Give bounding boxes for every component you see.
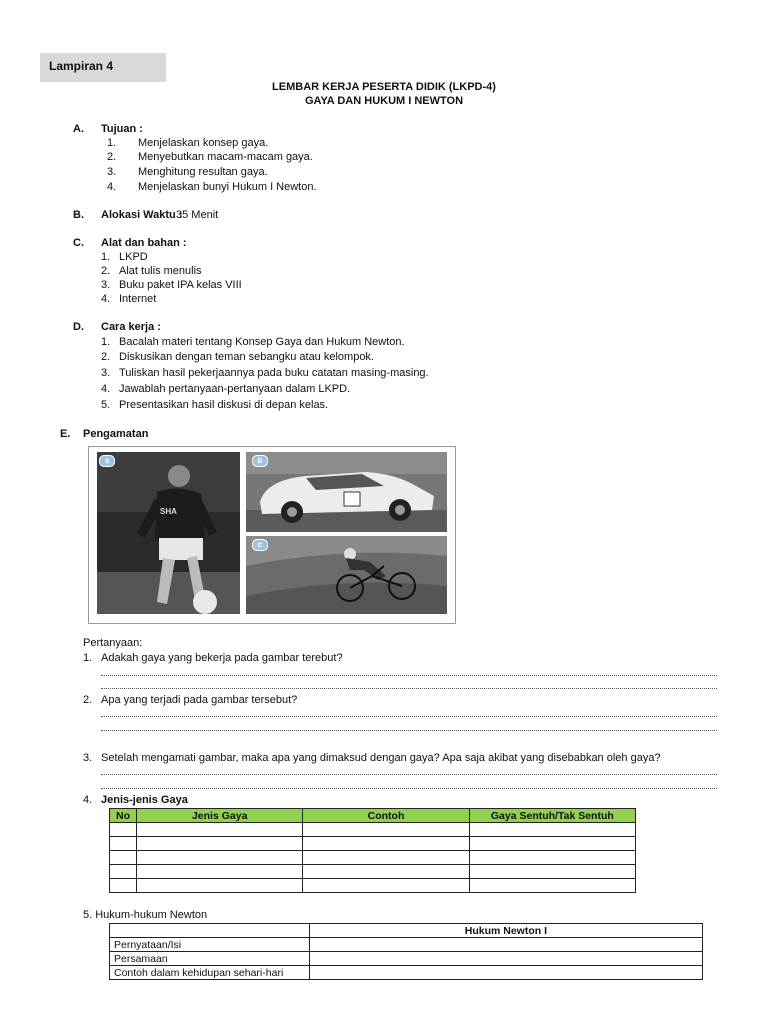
table-cell[interactable] [303, 865, 469, 879]
section-a-item-2: Menyebutkan macam-macam gaya. [138, 151, 313, 163]
table-cell[interactable] [137, 865, 303, 879]
section-c-title: Alat dan bahan : [101, 237, 187, 249]
table-cell[interactable] [137, 879, 303, 893]
table-cell[interactable] [309, 938, 702, 952]
table-cell[interactable] [110, 823, 137, 837]
col-header-contoh: Contoh [303, 809, 469, 823]
section-a-num-1: 1. [107, 137, 117, 149]
table-cell[interactable] [110, 837, 137, 851]
table-cell[interactable] [303, 851, 469, 865]
question-3-text: Setelah mengamati gambar, maka apa yang dimaksud dengan gaya? Apa saja akibat yang disebabkan oleh gaya? [101, 752, 661, 764]
section-c-num-2: 2. [101, 265, 111, 277]
section-d-num-3: 3. [101, 367, 111, 379]
question-4-text: Jenis-jenis Gaya [101, 794, 188, 806]
table-cell[interactable] [110, 865, 137, 879]
answer-line [101, 730, 717, 731]
section-d-num-1: 1. [101, 336, 111, 348]
table-cell[interactable] [469, 879, 635, 893]
section-c-num-4: 4. [101, 293, 111, 305]
table-row [110, 865, 636, 879]
shirt-sponsor-text: SHA [160, 507, 177, 516]
table-row [110, 966, 703, 980]
table-cell[interactable] [309, 966, 702, 980]
section-d-item-4: Jawablah pertanyaan-pertanyaan dalam LKPD. [119, 383, 351, 395]
section-c-letter: C. [73, 237, 84, 249]
table-row [110, 837, 636, 851]
section-a-num-4: 4. [107, 181, 117, 193]
col-header-gaya-sentuh: Gaya Sentuh/Tak Sentuh [469, 809, 635, 823]
document-title: LEMBAR KERJA PESERTA DIDIK (LKPD-4) [272, 81, 496, 93]
force-types-table [109, 808, 636, 893]
photo-football-player [97, 452, 240, 614]
question-2-text: Apa yang terjadi pada gambar tersebut? [101, 694, 298, 706]
table-cell[interactable] [110, 879, 137, 893]
table-header-row [110, 809, 636, 823]
section-a-num-2: 2. [107, 151, 117, 163]
table-row [110, 938, 703, 952]
section-e-title: Pengamatan [83, 428, 149, 440]
section-a-num-3: 3. [107, 166, 117, 178]
answer-line [101, 788, 717, 789]
row-label-persamaan: Persamaan [110, 952, 310, 966]
section-d-item-1: Bacalah materi tentang Konsep Gaya dan Hukum Newton. [119, 336, 405, 348]
section-d-item-5: Presentasikan hasil diskusi di depan kelas. [119, 399, 329, 411]
questions-heading: Pertanyaan: [83, 637, 143, 649]
section-d-letter: D. [73, 321, 84, 333]
answer-line [101, 774, 717, 775]
section-e-letter: E. [60, 428, 71, 440]
col-header-hukum-newton-1: Hukum Newton I [309, 924, 702, 938]
table-row [110, 952, 703, 966]
section-c-item-3: Buku paket IPA kelas VIII [119, 279, 242, 291]
question-1-num: 1. [83, 652, 93, 664]
table-header-row [110, 924, 703, 938]
lampiran-label [40, 53, 166, 82]
section-b-title: Alokasi Waktu : [101, 209, 183, 221]
newton-laws-heading: 5. Hukum-hukum Newton [83, 909, 208, 921]
table-cell [110, 924, 310, 938]
section-b-value: 35 Menit [176, 209, 219, 221]
section-c-num-3: 3. [101, 279, 111, 291]
section-d-title: Cara kerja : [101, 321, 161, 333]
table-cell[interactable] [469, 865, 635, 879]
row-label-pernyataan: Pernyataan/Isi [110, 938, 310, 952]
section-c-item-2: Alat tulis menulis [119, 265, 202, 277]
observation-photos [88, 446, 456, 624]
answer-line [101, 716, 717, 717]
section-a-letter: A. [73, 123, 84, 135]
table-cell[interactable] [303, 879, 469, 893]
question-2-num: 2. [83, 694, 93, 706]
document-subtitle: GAYA DAN HUKUM I NEWTON [304, 95, 464, 107]
col-header-no: No [110, 809, 137, 823]
row-label-contoh: Contoh dalam kehidupan sehari-hari [110, 966, 310, 980]
section-d-num-4: 4. [101, 383, 111, 395]
photo-badge-a: a [99, 455, 115, 467]
table-cell[interactable] [303, 837, 469, 851]
table-row [110, 823, 636, 837]
section-b-letter: B. [73, 209, 84, 221]
table-row [110, 851, 636, 865]
newton-law-table [109, 923, 703, 980]
table-cell[interactable] [303, 823, 469, 837]
answer-line [101, 688, 717, 689]
table-cell[interactable] [137, 837, 303, 851]
question-4-num: 4. [83, 794, 93, 806]
section-d-item-3: Tuliskan hasil pekerjaannya pada buku catatan masing-masing. [119, 367, 429, 379]
photo-badge-c: c [252, 539, 268, 551]
lampiran-text: Lampiran 4 [49, 59, 114, 73]
table-row [110, 879, 636, 893]
section-d-num-2: 2. [101, 351, 111, 363]
table-cell[interactable] [469, 823, 635, 837]
question-1-text: Adakah gaya yang bekerja pada gambar terebut? [101, 652, 343, 664]
answer-line [101, 675, 717, 676]
section-c-item-1: LKPD [119, 251, 148, 263]
photo-cyclist [246, 536, 447, 614]
table-cell[interactable] [469, 837, 635, 851]
table-cell[interactable] [309, 952, 702, 966]
section-d-item-2: Diskusikan dengan teman sebangku atau kelompok. [119, 351, 374, 363]
col-header-jenis-gaya: Jenis Gaya [137, 809, 303, 823]
question-3-num: 3. [83, 752, 93, 764]
table-cell[interactable] [137, 823, 303, 837]
photo-rally-car [246, 452, 447, 532]
photo-badge-b: b [252, 455, 268, 467]
table-cell[interactable] [469, 851, 635, 865]
table-cell[interactable] [137, 851, 303, 865]
section-a-item-4: Menjelaskan bunyi Hukum I Newton. [138, 181, 317, 193]
section-d-num-5: 5. [101, 399, 111, 411]
section-a-item-1: Menjelaskan konsep gaya. [138, 137, 269, 149]
section-c-num-1: 1. [101, 251, 111, 263]
table-cell[interactable] [110, 851, 137, 865]
section-a-title: Tujuan : [101, 123, 143, 135]
section-a-item-3: Menghitung resultan gaya. [138, 166, 268, 178]
section-c-item-4: Internet [119, 293, 157, 305]
